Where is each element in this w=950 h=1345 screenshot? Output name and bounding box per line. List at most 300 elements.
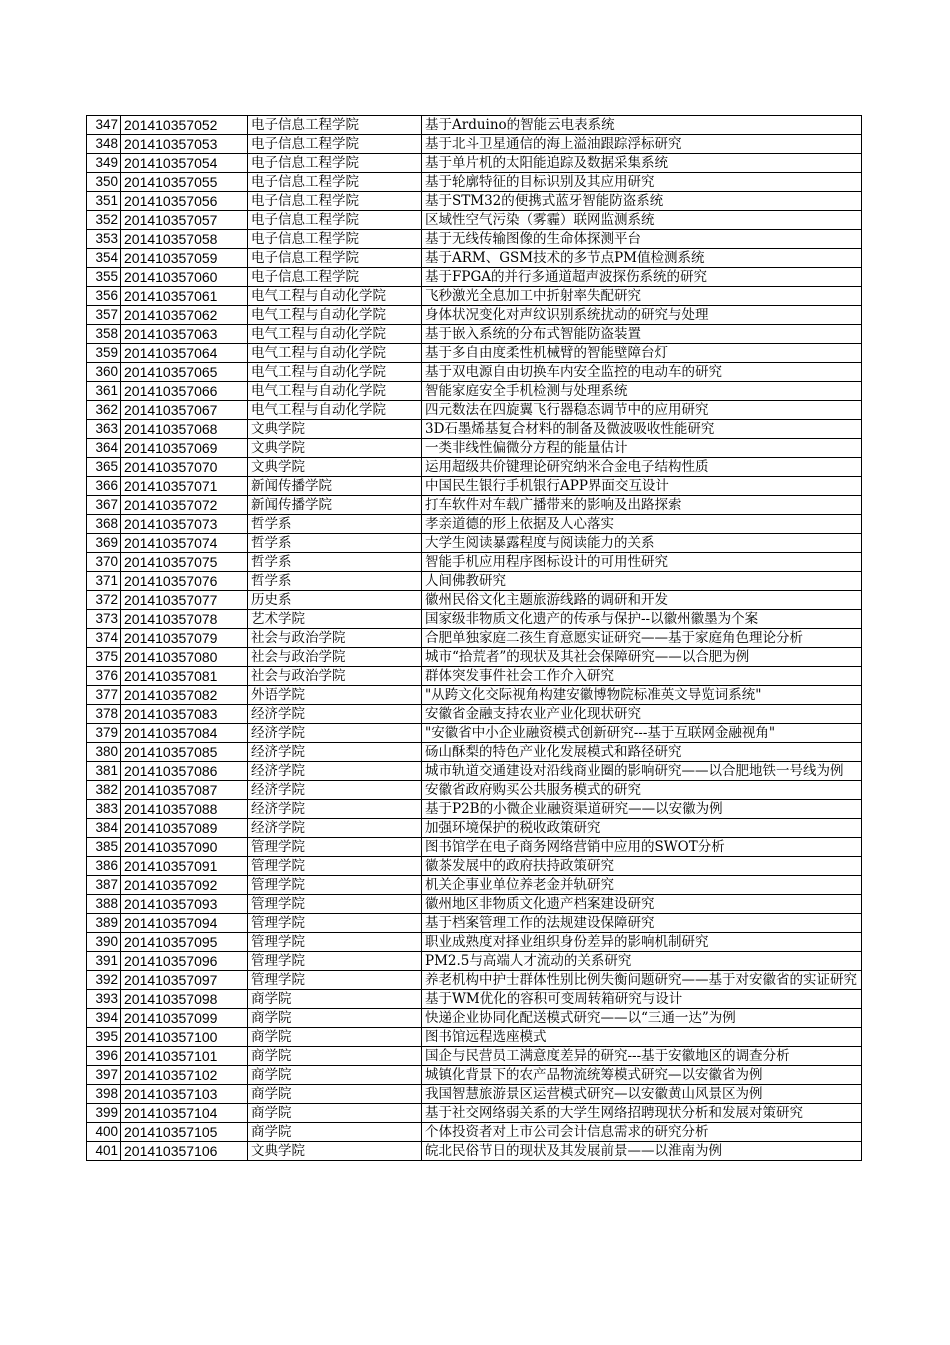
table-row — [87, 686, 862, 705]
project-id-cell — [121, 857, 248, 876]
row-number-cell — [87, 857, 121, 876]
project-id-cell-text: 201410357086 — [124, 763, 218, 779]
row-number-cell-text: 379 — [95, 725, 118, 740]
row-number-cell — [87, 648, 121, 667]
project-id-cell-text: 201410357096 — [124, 953, 218, 969]
project-id-cell — [121, 363, 248, 382]
college-cell — [248, 1047, 422, 1066]
college-cell-text: 商学院 — [251, 1086, 292, 1102]
row-number-cell — [87, 211, 121, 230]
table-row — [87, 230, 862, 249]
row-number-cell-text: 373 — [95, 611, 118, 626]
college-cell-text: 电子信息工程学院 — [251, 174, 359, 190]
project-id-cell — [121, 819, 248, 838]
project-id-cell — [121, 648, 248, 667]
project-id-cell-text: 201410357073 — [124, 516, 218, 532]
project-title-cell-text: 基于无线传输图像的生命体探测平台 — [425, 231, 641, 247]
project-id-cell — [121, 382, 248, 401]
college-cell — [248, 534, 422, 553]
row-number-cell — [87, 401, 121, 420]
row-number-cell-text: 375 — [95, 649, 118, 664]
row-number-cell — [87, 686, 121, 705]
project-id-cell — [121, 1123, 248, 1142]
project-id-cell — [121, 572, 248, 591]
project-title-cell-text: 城镇化背景下的农产品物流统筹模式研究—以安徽省为例 — [425, 1067, 763, 1083]
project-title-cell-text: "安徽省中小企业融资模式创新研究---基于互联网金融视角" — [425, 725, 776, 741]
row-number-cell-text: 374 — [95, 630, 118, 645]
project-title-cell — [422, 420, 862, 439]
project-title-cell-text: "从跨文化交际视角构建安徽博物院标准英文导览词系统" — [425, 687, 762, 703]
project-title-cell-text: 养老机构中护士群体性别比例失衡问题研究——基于对安徽省的实证研究 — [425, 972, 857, 988]
project-title-cell-text: 3D石墨烯基复合材料的制备及微波吸收性能研究 — [425, 421, 715, 437]
project-id-cell-text: 201410357077 — [124, 592, 218, 608]
row-number-cell-text: 386 — [95, 858, 118, 873]
college-cell — [248, 1085, 422, 1104]
project-title-cell-text: 一类非线性偏微分方程的能量估计 — [425, 440, 628, 456]
row-number-cell-text: 387 — [95, 877, 118, 892]
college-cell — [248, 1123, 422, 1142]
table-row — [87, 762, 862, 781]
table-row — [87, 363, 862, 382]
project-title-cell-text: 人间佛教研究 — [425, 573, 506, 589]
college-cell — [248, 762, 422, 781]
row-number-cell — [87, 249, 121, 268]
project-title-cell-text: 基于ARM、GSM技术的多节点PM值检测系统 — [425, 250, 705, 266]
table-row — [87, 648, 862, 667]
project-title-cell-text: 基于P2B的小微企业融资渠道研究——以安徽为例 — [425, 801, 723, 817]
row-number-cell — [87, 743, 121, 762]
project-title-cell-text: 图书馆远程选座模式 — [425, 1029, 547, 1045]
project-title-cell — [422, 287, 862, 306]
college-cell — [248, 667, 422, 686]
table-row — [87, 572, 862, 591]
table-row — [87, 306, 862, 325]
table-row — [87, 914, 862, 933]
table-row — [87, 743, 862, 762]
project-id-cell-text: 201410357101 — [124, 1048, 218, 1064]
college-cell-text: 文典学院 — [251, 421, 305, 437]
project-title-cell-text: 基于WM优化的容积可变周转箱研究与设计 — [425, 991, 683, 1007]
project-id-cell — [121, 211, 248, 230]
college-cell — [248, 116, 422, 135]
project-title-cell — [422, 363, 862, 382]
college-cell-text: 商学院 — [251, 1048, 292, 1064]
college-cell-text: 历史系 — [251, 592, 292, 608]
row-number-cell — [87, 458, 121, 477]
table-row — [87, 705, 862, 724]
row-number-cell — [87, 591, 121, 610]
project-id-cell-text: 201410357087 — [124, 782, 218, 798]
college-cell — [248, 800, 422, 819]
row-number-cell — [87, 629, 121, 648]
project-id-cell-text: 201410357053 — [124, 136, 218, 152]
row-number-cell-text: 366 — [95, 478, 118, 493]
project-id-cell-text: 201410357058 — [124, 231, 218, 247]
college-cell-text: 管理学院 — [251, 972, 305, 988]
row-number-cell-text: 355 — [95, 269, 118, 284]
project-id-cell — [121, 895, 248, 914]
project-title-cell — [422, 724, 862, 743]
row-number-cell — [87, 781, 121, 800]
project-id-cell — [121, 401, 248, 420]
project-title-cell — [422, 553, 862, 572]
project-title-cell-text: 基于多自由度柔性机械臂的智能壁障台灯 — [425, 345, 668, 361]
project-id-cell — [121, 325, 248, 344]
row-number-cell — [87, 1123, 121, 1142]
row-number-cell — [87, 819, 121, 838]
table-row — [87, 610, 862, 629]
college-cell-text: 哲学系 — [251, 573, 292, 589]
project-title-cell-text: 徽茶发展中的政府扶持政策研究 — [425, 858, 614, 874]
table-row — [87, 667, 862, 686]
row-number-cell — [87, 420, 121, 439]
project-id-cell — [121, 629, 248, 648]
table-row — [87, 382, 862, 401]
project-id-cell-text: 201410357090 — [124, 839, 218, 855]
college-cell-text: 新闻传播学院 — [251, 478, 332, 494]
college-cell-text: 电子信息工程学院 — [251, 117, 359, 133]
table-row — [87, 344, 862, 363]
row-number-cell-text: 378 — [95, 706, 118, 721]
project-title-cell — [422, 344, 862, 363]
college-cell — [248, 857, 422, 876]
college-cell — [248, 401, 422, 420]
project-id-cell — [121, 496, 248, 515]
table-row — [87, 781, 862, 800]
college-cell-text: 经济学院 — [251, 706, 305, 722]
project-title-cell — [422, 211, 862, 230]
row-number-cell-text: 393 — [95, 991, 118, 1006]
row-number-cell — [87, 724, 121, 743]
project-id-cell-text: 201410357105 — [124, 1124, 218, 1140]
project-id-cell-text: 201410357076 — [124, 573, 218, 589]
row-number-cell-text: 352 — [95, 212, 118, 227]
project-id-cell — [121, 952, 248, 971]
row-number-cell-text: 351 — [95, 193, 118, 208]
project-id-cell — [121, 838, 248, 857]
project-id-cell-text: 201410357059 — [124, 250, 218, 266]
project-id-cell — [121, 667, 248, 686]
project-id-cell — [121, 344, 248, 363]
row-number-cell-text: 395 — [95, 1029, 118, 1044]
project-title-cell — [422, 762, 862, 781]
project-id-cell-text: 201410357100 — [124, 1029, 218, 1045]
project-id-cell-text: 201410357098 — [124, 991, 218, 1007]
project-title-cell — [422, 458, 862, 477]
table-row — [87, 268, 862, 287]
project-title-cell-text: 基于Arduino的智能云电表系统 — [425, 117, 615, 133]
row-number-cell-text: 383 — [95, 801, 118, 816]
project-title-cell-text: 飞秒激光全息加工中折射率失配研究 — [425, 288, 641, 304]
college-cell-text: 艺术学院 — [251, 611, 305, 627]
row-number-cell-text: 353 — [95, 231, 118, 246]
project-title-cell-text: 合肥单独家庭二孩生育意愿实证研究——基于家庭角色理论分析 — [425, 630, 803, 646]
project-id-cell — [121, 705, 248, 724]
project-title-cell-text: 职业成熟度对择业组织身份差异的影响机制研究 — [425, 934, 709, 950]
college-cell — [248, 629, 422, 648]
project-title-cell-text: 基于北斗卫星通信的海上溢油跟踪浮标研究 — [425, 136, 682, 152]
college-cell-text: 电气工程与自动化学院 — [251, 288, 386, 304]
row-number-cell — [87, 306, 121, 325]
project-title-cell — [422, 135, 862, 154]
project-id-cell — [121, 154, 248, 173]
table-row — [87, 420, 862, 439]
college-cell — [248, 306, 422, 325]
project-id-cell — [121, 933, 248, 952]
table-row — [87, 173, 862, 192]
project-title-cell-text: 智能家庭安全手机检测与处理系统 — [425, 383, 628, 399]
row-number-cell — [87, 363, 121, 382]
college-cell-text: 经济学院 — [251, 744, 305, 760]
project-title-cell — [422, 838, 862, 857]
row-number-cell-text: 360 — [95, 364, 118, 379]
project-id-cell — [121, 268, 248, 287]
table-row — [87, 249, 862, 268]
table-row — [87, 838, 862, 857]
project-title-cell — [422, 971, 862, 990]
table-row — [87, 895, 862, 914]
row-number-cell — [87, 1009, 121, 1028]
college-cell-text: 商学院 — [251, 1067, 292, 1083]
project-title-cell-text: 大学生阅读暴露程度与阅读能力的关系 — [425, 535, 655, 551]
college-cell-text: 管理学院 — [251, 953, 305, 969]
row-number-cell — [87, 1047, 121, 1066]
college-cell-text: 电气工程与自动化学院 — [251, 326, 386, 342]
project-id-cell-text: 201410357052 — [124, 117, 218, 133]
project-id-cell — [121, 990, 248, 1009]
table-row — [87, 1066, 862, 1085]
row-number-cell — [87, 971, 121, 990]
project-id-cell — [121, 724, 248, 743]
project-title-cell — [422, 1047, 862, 1066]
college-cell — [248, 173, 422, 192]
table-row — [87, 211, 862, 230]
college-cell-text: 电气工程与自动化学院 — [251, 345, 386, 361]
project-id-cell-text: 201410357054 — [124, 155, 218, 171]
row-number-cell-text: 350 — [95, 174, 118, 189]
project-id-cell-text: 201410357070 — [124, 459, 218, 475]
project-title-cell-text: 安徽省政府购买公共服务模式的研究 — [425, 782, 641, 798]
row-number-cell-text: 381 — [95, 763, 118, 778]
row-number-cell-text: 370 — [95, 554, 118, 569]
project-id-cell-text: 201410357084 — [124, 725, 218, 741]
project-title-cell — [422, 1085, 862, 1104]
table-row — [87, 515, 862, 534]
project-id-cell-text: 201410357104 — [124, 1105, 218, 1121]
project-title-cell-text: 群体突发事件社会工作介入研究 — [425, 668, 614, 684]
table-row — [87, 819, 862, 838]
college-cell — [248, 819, 422, 838]
college-cell-text: 电子信息工程学院 — [251, 269, 359, 285]
table-row — [87, 477, 862, 496]
row-number-cell-text: 364 — [95, 440, 118, 455]
project-title-cell-text: 快递企业协同化配送模式研究——以“三通一达”为例 — [425, 1010, 736, 1026]
row-number-cell-text: 349 — [95, 155, 118, 170]
project-title-cell — [422, 116, 862, 135]
project-id-cell — [121, 420, 248, 439]
college-cell — [248, 420, 422, 439]
row-number-cell-text: 365 — [95, 459, 118, 474]
college-cell-text: 经济学院 — [251, 763, 305, 779]
row-number-cell-text: 357 — [95, 307, 118, 322]
project-title-cell — [422, 230, 862, 249]
project-title-cell — [422, 192, 862, 211]
college-cell-text: 电气工程与自动化学院 — [251, 383, 386, 399]
row-number-cell-text: 363 — [95, 421, 118, 436]
project-id-cell-text: 201410357061 — [124, 288, 218, 304]
row-number-cell — [87, 116, 121, 135]
college-cell-text: 外语学院 — [251, 687, 305, 703]
project-id-cell-text: 201410357063 — [124, 326, 218, 342]
project-title-cell — [422, 572, 862, 591]
table-row — [87, 1028, 862, 1047]
row-number-cell — [87, 838, 121, 857]
college-cell-text: 电子信息工程学院 — [251, 155, 359, 171]
project-id-cell-text: 201410357083 — [124, 706, 218, 722]
project-title-cell-text: PM2.5与高端人才流动的关系研究 — [425, 953, 632, 969]
college-cell — [248, 895, 422, 914]
project-id-cell — [121, 1104, 248, 1123]
college-cell — [248, 876, 422, 895]
college-cell — [248, 553, 422, 572]
project-id-cell — [121, 135, 248, 154]
row-number-cell-text: 362 — [95, 402, 118, 417]
project-title-cell — [422, 439, 862, 458]
row-number-cell-text: 347 — [95, 117, 118, 132]
table-row — [87, 990, 862, 1009]
project-title-cell — [422, 306, 862, 325]
project-title-cell — [422, 990, 862, 1009]
project-title-cell — [422, 781, 862, 800]
row-number-cell-text: 371 — [95, 573, 118, 588]
table-row — [87, 401, 862, 420]
project-title-cell — [422, 1142, 862, 1161]
college-cell-text: 电气工程与自动化学院 — [251, 402, 386, 418]
college-cell-text: 哲学系 — [251, 535, 292, 551]
row-number-cell-text: 354 — [95, 250, 118, 265]
college-cell — [248, 1066, 422, 1085]
project-title-cell-text: 个体投资者对上市公司会计信息需求的研究分析 — [425, 1124, 709, 1140]
row-number-cell-text: 392 — [95, 972, 118, 987]
project-id-cell — [121, 762, 248, 781]
college-cell-text: 管理学院 — [251, 858, 305, 874]
project-title-cell-text: 机关企事业单位养老金并轨研究 — [425, 877, 614, 893]
project-id-cell-text: 201410357099 — [124, 1010, 218, 1026]
table-row — [87, 553, 862, 572]
row-number-cell — [87, 667, 121, 686]
row-number-cell — [87, 1104, 121, 1123]
college-cell-text: 管理学院 — [251, 839, 305, 855]
project-title-cell — [422, 952, 862, 971]
row-number-cell-text: 359 — [95, 345, 118, 360]
row-number-cell-text: 394 — [95, 1010, 118, 1025]
college-cell-text: 商学院 — [251, 1105, 292, 1121]
row-number-cell-text: 401 — [95, 1143, 118, 1158]
project-id-cell — [121, 458, 248, 477]
table-row — [87, 116, 862, 135]
project-id-cell-text: 201410357085 — [124, 744, 218, 760]
college-cell — [248, 496, 422, 515]
table-row — [87, 876, 862, 895]
row-number-cell-text: 361 — [95, 383, 118, 398]
college-cell — [248, 268, 422, 287]
project-title-cell-text: 孝亲道德的形上依据及人心落实 — [425, 516, 614, 532]
project-title-cell-text: 身体状况变化对声纹识别系统扰动的研究与处理 — [425, 307, 709, 323]
project-title-cell — [422, 686, 862, 705]
row-number-cell — [87, 192, 121, 211]
row-number-cell-text: 348 — [95, 136, 118, 151]
project-id-cell-text: 201410357062 — [124, 307, 218, 323]
table-row — [87, 287, 862, 306]
table-row — [87, 1104, 862, 1123]
project-id-cell — [121, 610, 248, 629]
project-table-body — [87, 116, 862, 1161]
project-id-cell — [121, 1028, 248, 1047]
table-row — [87, 857, 862, 876]
project-id-cell — [121, 230, 248, 249]
college-cell-text: 文典学院 — [251, 1143, 305, 1159]
project-title-cell — [422, 382, 862, 401]
college-cell-text: 管理学院 — [251, 934, 305, 950]
project-id-cell-text: 201410357056 — [124, 193, 218, 209]
project-id-cell — [121, 306, 248, 325]
college-cell-text: 哲学系 — [251, 516, 292, 532]
row-number-cell-text: 398 — [95, 1086, 118, 1101]
row-number-cell — [87, 1028, 121, 1047]
project-title-cell — [422, 857, 862, 876]
row-number-cell — [87, 952, 121, 971]
college-cell — [248, 344, 422, 363]
project-id-cell — [121, 781, 248, 800]
project-title-cell — [422, 800, 862, 819]
table-row — [87, 629, 862, 648]
project-title-cell-text: 运用超级共价键理论研究纳米合金电子结构性质 — [425, 459, 709, 475]
project-title-cell — [422, 705, 862, 724]
college-cell — [248, 325, 422, 344]
college-cell — [248, 515, 422, 534]
project-title-cell-text: 加强环境保护的税收政策研究 — [425, 820, 601, 836]
row-number-cell — [87, 895, 121, 914]
college-cell-text: 社会与政治学院 — [251, 630, 346, 646]
project-title-cell-text: 砀山酥梨的特色产业化发展模式和路径研究 — [425, 744, 682, 760]
table-row — [87, 952, 862, 971]
project-title-cell-text: 四元数法在四旋翼飞行器稳态调节中的应用研究 — [425, 402, 709, 418]
row-number-cell — [87, 439, 121, 458]
table-row — [87, 1047, 862, 1066]
college-cell-text: 哲学系 — [251, 554, 292, 570]
project-title-cell — [422, 173, 862, 192]
row-number-cell-text: 397 — [95, 1067, 118, 1082]
row-number-cell-text: 400 — [95, 1124, 118, 1139]
college-cell-text: 电子信息工程学院 — [251, 231, 359, 247]
project-id-cell — [121, 439, 248, 458]
college-cell — [248, 990, 422, 1009]
college-cell — [248, 287, 422, 306]
project-id-cell-text: 201410357094 — [124, 915, 218, 931]
row-number-cell — [87, 173, 121, 192]
project-title-cell-text: 基于单片机的太阳能追踪及数据采集系统 — [425, 155, 668, 171]
college-cell-text: 电子信息工程学院 — [251, 136, 359, 152]
college-cell — [248, 458, 422, 477]
project-id-cell — [121, 287, 248, 306]
college-cell — [248, 1009, 422, 1028]
project-title-cell-text: 基于轮廓特征的目标识别及其应用研究 — [425, 174, 655, 190]
project-title-cell — [422, 876, 862, 895]
project-id-cell — [121, 914, 248, 933]
project-id-cell-text: 201410357093 — [124, 896, 218, 912]
project-id-cell-text: 201410357080 — [124, 649, 218, 665]
row-number-cell-text: 384 — [95, 820, 118, 835]
